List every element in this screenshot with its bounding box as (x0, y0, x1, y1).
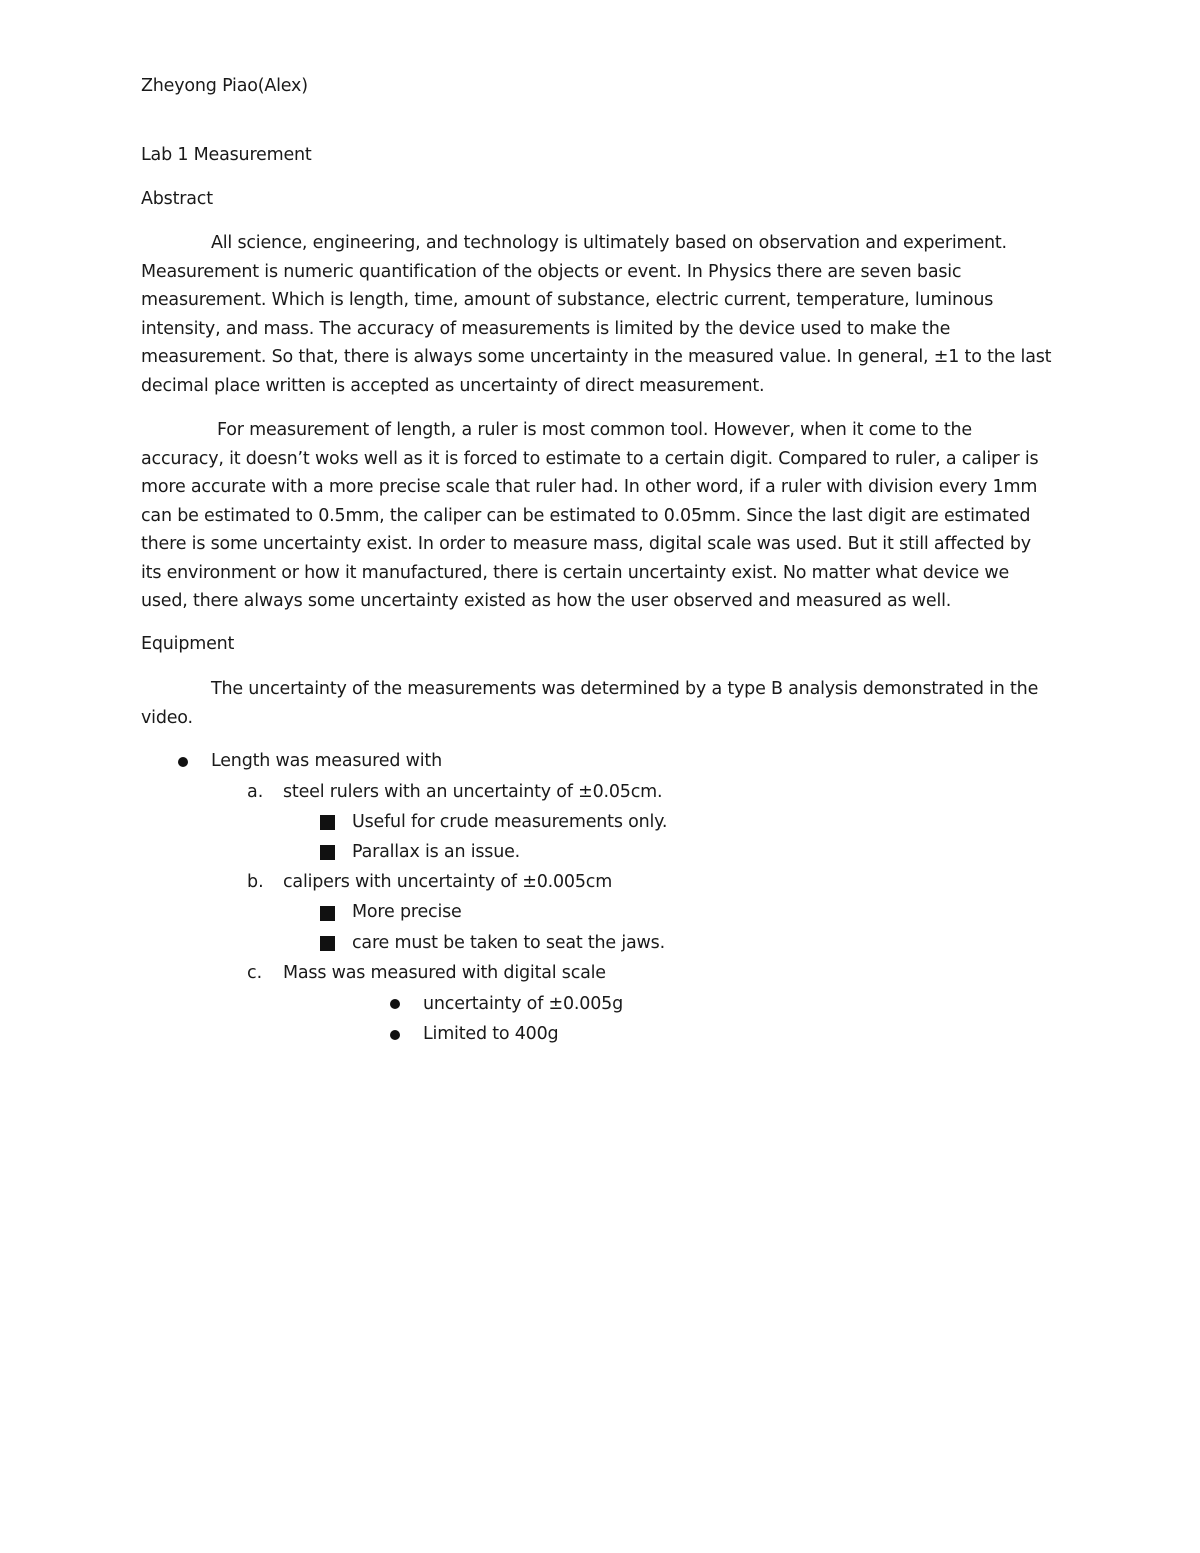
list-item: More precise (352, 902, 462, 922)
list-item: care must be taken to seat the jaws. (352, 933, 665, 953)
list-item: Limited to 400g (423, 1024, 559, 1044)
text-line: accuracy, it doesn’t woks well as it is forced to estimate to a certain digit. Compared to ruler, a caliper is (141, 448, 1039, 469)
list-item: calipers with uncertainty of ±0.005cm (283, 872, 613, 892)
bullet-icon (178, 757, 188, 767)
page-title: Lab 1 Measurement (141, 145, 312, 165)
text-line: The uncertainty of the measurements was determined by a type B analysis demonstrated in the (211, 679, 1039, 699)
list-item: Length was measured with (211, 751, 442, 771)
text-line: measurement. So that, there is always some uncertainty in the measured value. In general, ±1 to the last (141, 347, 1052, 367)
bullet-icon (390, 999, 400, 1009)
abstract-heading: Abstract (141, 189, 213, 209)
square-bullet-icon (320, 815, 335, 830)
square-bullet-icon (320, 845, 335, 860)
text-line: more accurate with a more precise scale that ruler had. In other word, if a ruler with division every 1mm (141, 477, 1038, 497)
text-line: decimal place written is accepted as uncertainty of direct measurement. (141, 375, 765, 396)
list-letter: c. (247, 963, 263, 983)
bullet-icon (390, 1030, 400, 1040)
list-item: Parallax is an issue. (352, 842, 521, 862)
list-item: Mass was measured with digital scale (283, 963, 606, 983)
list-letter: b. (247, 872, 264, 892)
text-line: there is some uncertainty exist. In order to measure mass, digital scale was used. But it still affected by (141, 534, 1031, 554)
text-line: its environment or how it manufactured, there is certain uncertainty exist. No matter what device we (141, 562, 1010, 583)
abstract-paragraph-2 (141, 416, 1061, 616)
list-letter: a. (247, 782, 264, 802)
square-bullet-icon (320, 936, 335, 951)
equipment-paragraph (141, 675, 1061, 732)
text-line: can be estimated to 0.5mm, the caliper can be estimated to 0.05mm. Since the last digit are estimated (141, 505, 1031, 526)
text-line: measurement. Which is length, time, amount of substance, electric current, temperature, luminous (141, 290, 994, 310)
text-line: video. (141, 707, 193, 728)
author-name: Zheyong Piao(Alex) (141, 76, 308, 96)
list-item: uncertainty of ±0.005g (423, 994, 623, 1014)
text-line: used, there always some uncertainty existed as how the user observed and measured as well. (141, 591, 952, 611)
text-line: intensity, and mass. The accuracy of measurements is limited by the device used to make the (141, 318, 951, 339)
abstract-paragraph-1 (141, 229, 1061, 400)
text-line: For measurement of length, a ruler is most common tool. However, when it come to the (217, 420, 972, 440)
equipment-heading: Equipment (141, 634, 235, 654)
list-item: steel rulers with an uncertainty of ±0.05cm. (283, 782, 663, 802)
list-item: Useful for crude measurements only. (352, 812, 668, 832)
text-line: Measurement is numeric quantification of the objects or event. In Physics there are seven basic (141, 261, 962, 282)
text-line: All science, engineering, and technology is ultimately based on observation and experiment. (211, 233, 1007, 253)
square-bullet-icon (320, 906, 335, 921)
